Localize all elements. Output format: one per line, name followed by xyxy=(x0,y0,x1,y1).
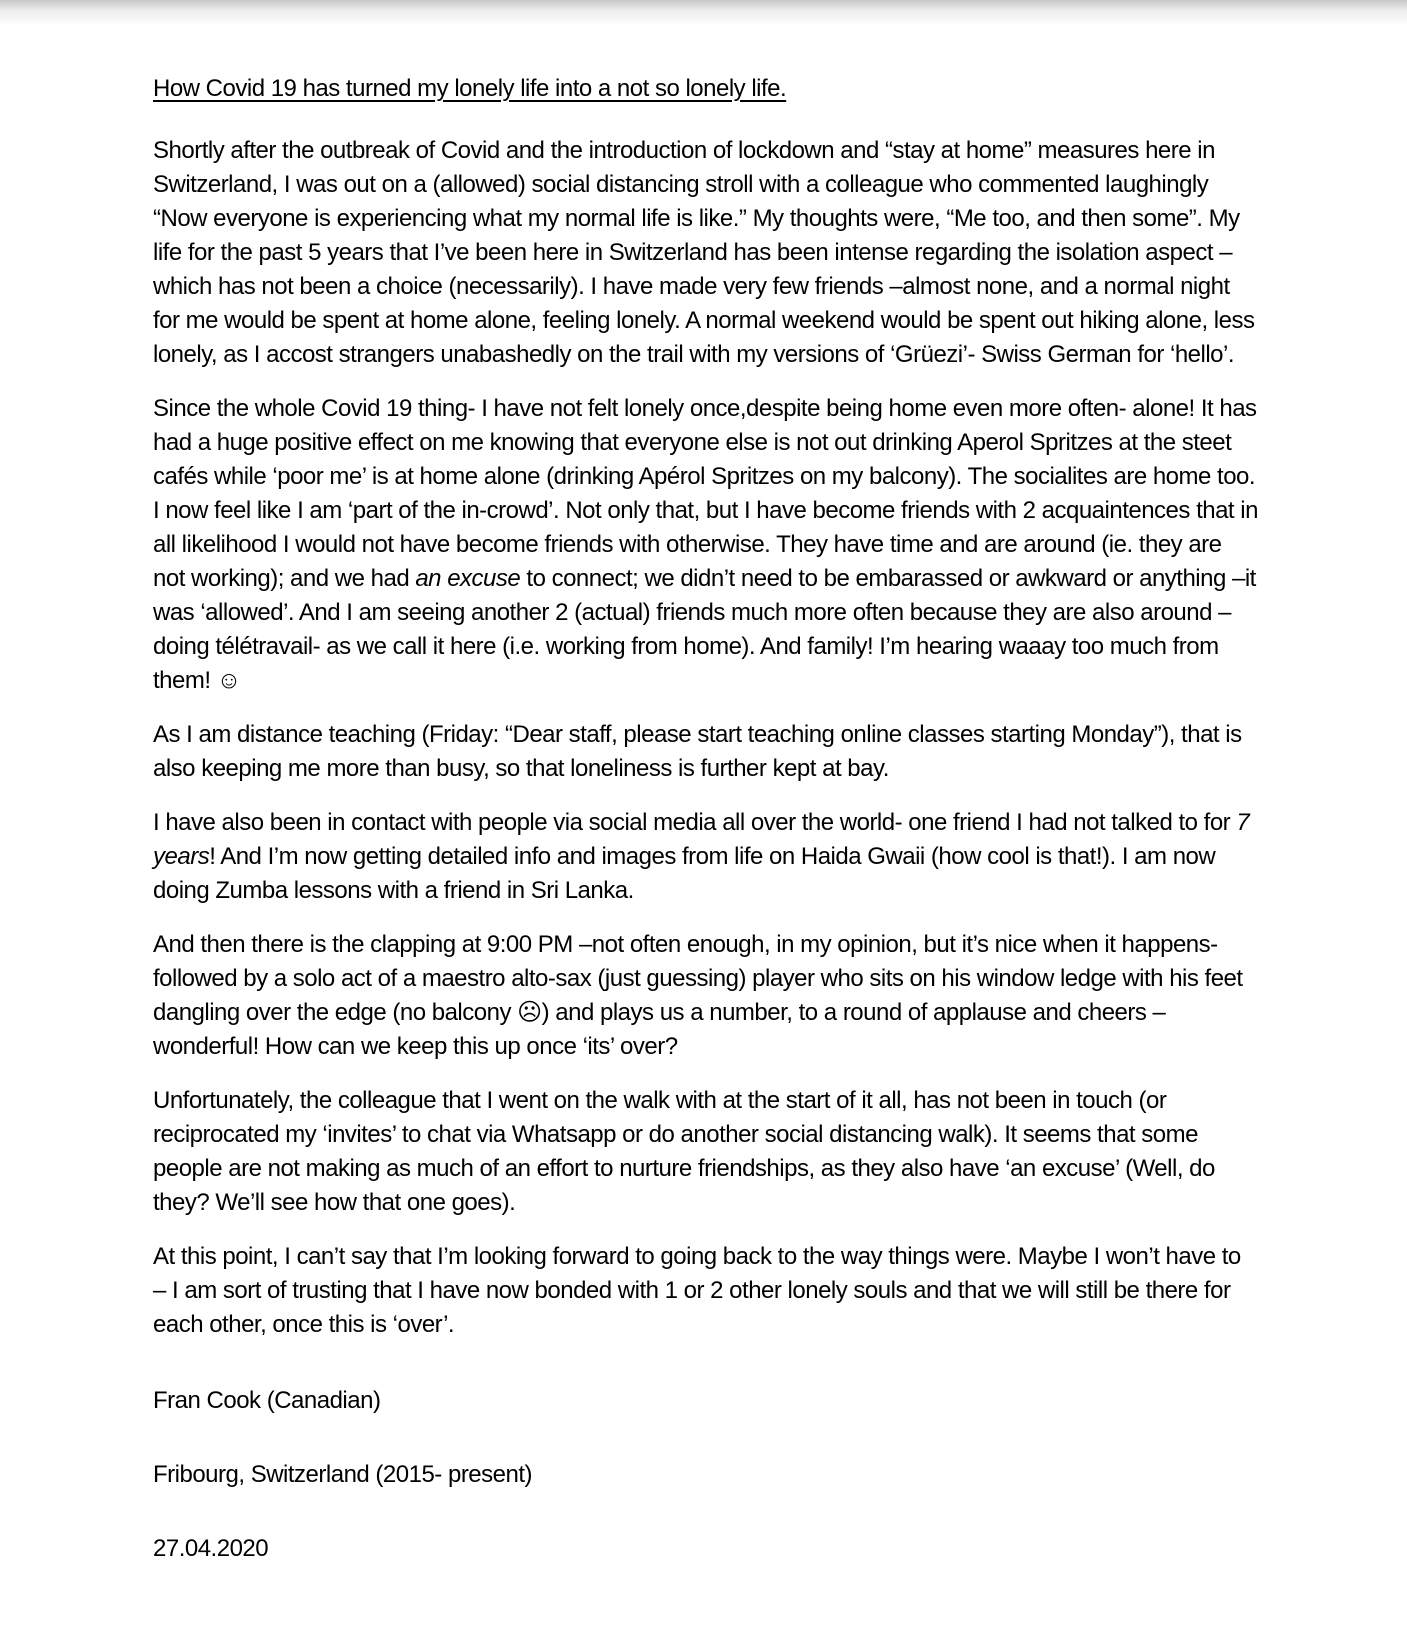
paragraph-segment: I have also been in contact with people via social media all over the world- one friend I had not talked to for xyxy=(153,809,1237,836)
signature-location: Fribourg, Switzerland (2015- present) xyxy=(153,1461,533,1488)
paragraph xyxy=(153,1240,1258,1342)
paragraph-italic-segment: an excuse xyxy=(415,565,521,592)
paragraph xyxy=(153,718,1258,786)
paragraph-segment: And then there is the clapping at 9:00 PM –not often enough, in my opinion, but it’s nice when it happens- followed by a solo act of a maestro alto-sax (just guessing) player who sits on his window ledge with his feet dangling over the edge (no balcony ☹) and plays us a number, to a round of applause and cheers – wonderful! How can we keep this up once ‘its’ over? xyxy=(153,931,1243,1060)
paragraph xyxy=(153,1084,1258,1220)
document-title: How Covid 19 has turned my lonely life into a not so lonely life. xyxy=(153,75,787,102)
paragraph xyxy=(153,392,1258,698)
paragraph-segment: Since the whole Covid 19 thing- I have not felt lonely once,despite being home even more often- alone! It has had a huge positive effect on me knowing that everyone else is not out drinking Aperol Spritzes at the steet cafés while ‘poor me’ is at home alone (drinking Apérol Spritzes on my balcony). The socialites are home too. I now feel like I am ‘part of the in-crowd’. Not only that, but I have become friends with 2 acquaintences that in all likelihood I would not have become friends with otherwise. They have time and are around (ie. they are not working); and we had xyxy=(153,395,1258,592)
paragraph-segment: At this point, I can’t say that I’m looking forward to going back to the way things were. Maybe I won’t have to – I am sort of trusting that I have now bonded with 1 or 2 other lonely souls and that we will still be there for each other, once this is ‘over’. xyxy=(153,1243,1241,1338)
signature-name: Fran Cook (Canadian) xyxy=(153,1387,381,1414)
paragraph-italic-segment: 7 years xyxy=(153,809,1250,870)
paragraph xyxy=(153,134,1258,372)
paragraph-segment: ! And I’m now getting detailed info and images from life on Haida Gwaii (how cool is that!). I am now doing Zumba lessons with a friend in Sri Lanka. xyxy=(153,843,1216,904)
paragraph-segment: Unfortunately, the colleague that I went on the walk with at the start of it all, has not been in touch (or reciprocated my ‘invites’ to chat via Whatsapp or do another social distancing walk). It seems that some people are not making as much of an effort to nurture friendships, as they also have ‘an excuse’ (Well, do they? We’ll see how that one goes). xyxy=(153,1087,1215,1216)
paragraph-segment: to connect; we didn’t need to be embarassed or awkward or anything –it was ‘allowed’. And I am seeing another 2 (actual) friends much more often because they are also around – doing télétravail- as we call it here (i.e. working from home). And family! I’m hearing waaay too much from them! ☺ xyxy=(153,565,1256,694)
signature-block xyxy=(153,1384,1258,1566)
paragraph-segment: As I am distance teaching (Friday: “Dear staff, please start teaching online classes starting Monday”), that is also keeping me more than busy, so that loneliness is further kept at bay. xyxy=(153,721,1242,782)
paragraph xyxy=(153,928,1258,1064)
paragraph xyxy=(153,806,1258,908)
paragraph-segment: Shortly after the outbreak of Covid and the introduction of lockdown and “stay at home” measures here in Switzerland, I was out on a (allowed) social distancing stroll with a colleague who commented laughingly “Now everyone is experiencing what my normal life is like.” My thoughts were, “Me too, and then some”. My life for the past 5 years that I’ve been here in Switzerland has been intense regarding the isolation aspect –which has not been a choice (necessarily). I have made very few friends –almost none, and a normal night for me would be spent at home alone, feeling lonely. A normal weekend would be spent out hiking alone, less lonely, as I accost strangers unabashedly on the trail with my versions of ‘Grüezi’- Swiss German for ‘hello’. xyxy=(153,137,1255,368)
signature-date: 27.04.2020 xyxy=(153,1535,269,1562)
paragraphs-container xyxy=(153,134,1258,1342)
